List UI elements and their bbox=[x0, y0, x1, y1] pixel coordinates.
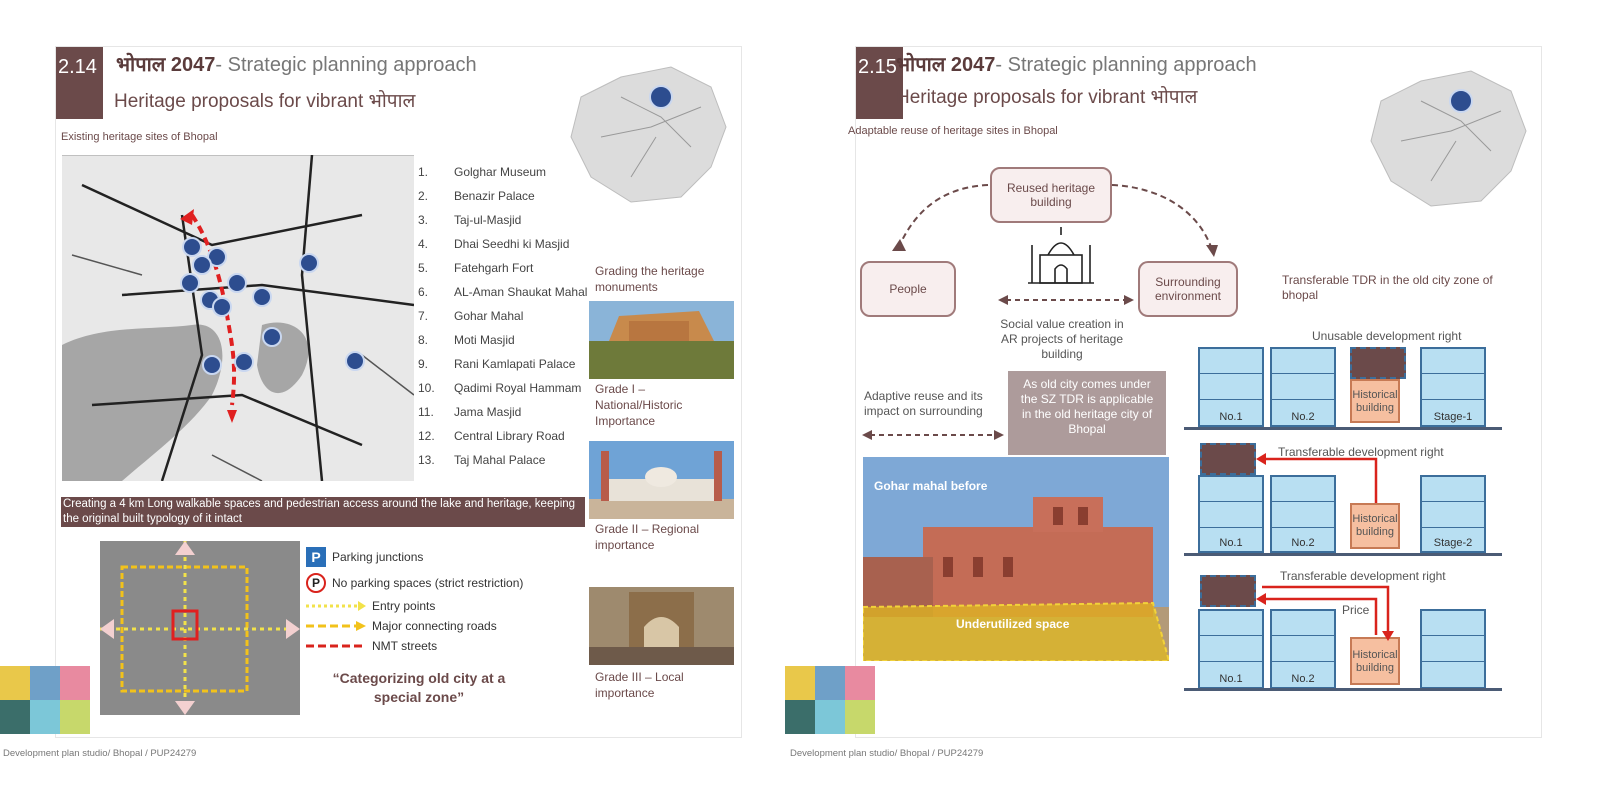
social-value-text: Social value creation in AR projects of heritage building bbox=[1000, 317, 1124, 361]
transferred-right-box bbox=[1200, 443, 1256, 475]
bhopal-locator-map bbox=[1361, 61, 1531, 211]
major-road-arrow-icon bbox=[306, 621, 366, 631]
building-no1: No.1 bbox=[1198, 475, 1264, 553]
price-arrows bbox=[1256, 577, 1396, 641]
building-no2: No.2 bbox=[1270, 475, 1336, 553]
right-footer: Development plan studio/ Bhopal / PUP24279 bbox=[790, 748, 984, 759]
people-box: People bbox=[860, 261, 956, 317]
tdr-title: Transferable TDR in the old city zone of bhopal bbox=[1282, 273, 1493, 302]
slide-heading: Heritage proposals for vibrant भोपाल bbox=[896, 87, 1198, 108]
entry-arrow-icon bbox=[306, 601, 366, 611]
heritage-sites-list bbox=[418, 165, 587, 477]
list-item: 1. Golghar Museum bbox=[418, 165, 547, 179]
reused-heritage-box: Reused heritage building bbox=[990, 167, 1112, 223]
historical-building: Historical building bbox=[1350, 503, 1400, 549]
legend-major-roads: Major connecting roads bbox=[306, 619, 497, 633]
sz-tdr-note: As old city comes under the SZ TDR is applicable in the old heritage city of Bhopal bbox=[1008, 371, 1166, 455]
grade2-label: Grade II – Regional importance bbox=[595, 522, 700, 552]
transferred-right-box bbox=[1200, 575, 1256, 607]
grade1-label: Grade I – National/Historic Importance bbox=[595, 382, 683, 428]
building-stage1: Stage-1 bbox=[1420, 347, 1486, 427]
list-item: 7. Gohar Mahal bbox=[418, 309, 524, 323]
locator-marker bbox=[1450, 90, 1472, 112]
list-item: 5. Fatehgarh Fort bbox=[418, 261, 534, 275]
ground-line bbox=[1184, 688, 1502, 691]
list-item: 12. Central Library Road bbox=[418, 429, 565, 443]
ground-line bbox=[1184, 553, 1502, 556]
grade2-photo bbox=[589, 441, 734, 519]
title-rest: - Strategic planning approach bbox=[215, 54, 477, 76]
title-hindi: भोपाल 2047 bbox=[896, 54, 996, 76]
walkable-banner: Creating a 4 km Long walkable spaces and pedestrian access around the lake and heritage, keeping the original built typology of it intact bbox=[61, 497, 585, 527]
surrounding-box: Surrounding environment bbox=[1138, 261, 1238, 317]
slide-subtitle: Existing heritage sites of Bhopal bbox=[61, 131, 218, 143]
special-zone-map bbox=[100, 541, 300, 715]
list-item: 8. Moti Masjid bbox=[418, 333, 515, 347]
slide-subtitle: Adaptable reuse of heritage sites in Bhopal bbox=[848, 125, 1058, 137]
unusable-right-box bbox=[1350, 347, 1406, 379]
ground-line bbox=[1184, 427, 1502, 430]
list-item: 10. Qadimi Royal Hammam bbox=[418, 381, 582, 395]
special-zone-quote: “Categorizing old city at a special zone” bbox=[332, 670, 506, 705]
list-item: 4. Dhai Seedhi ki Masjid bbox=[418, 237, 570, 251]
nmt-line-icon bbox=[306, 641, 366, 651]
slide-2-15 bbox=[848, 46, 1542, 738]
studio-logo bbox=[785, 666, 875, 734]
list-item: 11. Jama Masjid bbox=[418, 405, 522, 419]
legend-entry: Entry points bbox=[306, 599, 435, 613]
transferable-label-2: Transferable development right bbox=[1280, 569, 1446, 583]
building-no2: No.2 bbox=[1270, 609, 1336, 689]
list-item: 6. AL-Aman Shaukat Mahal bbox=[418, 285, 588, 299]
building-no2: No.2 bbox=[1270, 347, 1336, 427]
building-stage2: Stage-2 bbox=[1420, 475, 1486, 553]
grading-title: Grading the heritage monuments bbox=[595, 264, 705, 294]
no-parking-icon: P bbox=[306, 573, 326, 593]
slide-number: 2.14 bbox=[56, 47, 103, 119]
photo-before-label: Gohar mahal before bbox=[874, 479, 988, 493]
building-no1: No.1 bbox=[1198, 609, 1264, 689]
transferable-label-1: Transferable development right bbox=[1278, 445, 1444, 459]
slide-number: 2.15 bbox=[856, 47, 903, 119]
building-no1: No.1 bbox=[1198, 347, 1264, 427]
grade1-photo bbox=[589, 301, 734, 379]
grade3-photo bbox=[589, 587, 734, 665]
left-footer: Development plan studio/ Bhopal / PUP24279 bbox=[3, 748, 197, 759]
historical-building: Historical building bbox=[1350, 379, 1400, 423]
legend-no-parking: P No parking spaces (strict restriction) bbox=[306, 573, 523, 593]
price-label: Price bbox=[1342, 603, 1370, 617]
heritage-sites-map bbox=[62, 155, 414, 481]
list-item: 13. Taj Mahal Palace bbox=[418, 453, 546, 467]
slide-heading: Heritage proposals for vibrant भोपाल bbox=[114, 91, 416, 112]
unusable-label: Unusable development right bbox=[1312, 329, 1462, 343]
slide-title bbox=[896, 50, 1257, 77]
underutilized-label: Underutilized space bbox=[956, 617, 1070, 631]
transfer-arrow-1 bbox=[1256, 449, 1386, 505]
grade3-label: Grade III – Local importance bbox=[595, 670, 684, 700]
studio-logo bbox=[0, 666, 90, 734]
slide-title bbox=[116, 50, 477, 77]
historical-building: Historical building bbox=[1350, 637, 1400, 685]
locator-marker bbox=[650, 86, 672, 108]
legend-parking: P Parking junctions bbox=[306, 547, 423, 567]
list-item: 9. Rani Kamlapati Palace bbox=[418, 357, 576, 371]
adaptive-arrow bbox=[862, 429, 1004, 441]
list-item: 3. Taj-ul-Masjid bbox=[418, 213, 522, 227]
list-item: 2. Benazir Palace bbox=[418, 189, 535, 203]
adaptive-reuse-text: Adaptive reuse and its impact on surrounding bbox=[864, 389, 983, 418]
legend-nmt: NMT streets bbox=[306, 639, 437, 653]
building-stage3 bbox=[1420, 609, 1486, 689]
slide-2-14 bbox=[55, 46, 742, 738]
title-rest: - Strategic planning approach bbox=[995, 54, 1257, 76]
taj-mahal-icon bbox=[1028, 225, 1094, 289]
title-hindi: भोपाल 2047 bbox=[116, 54, 216, 76]
parking-icon: P bbox=[306, 547, 326, 567]
